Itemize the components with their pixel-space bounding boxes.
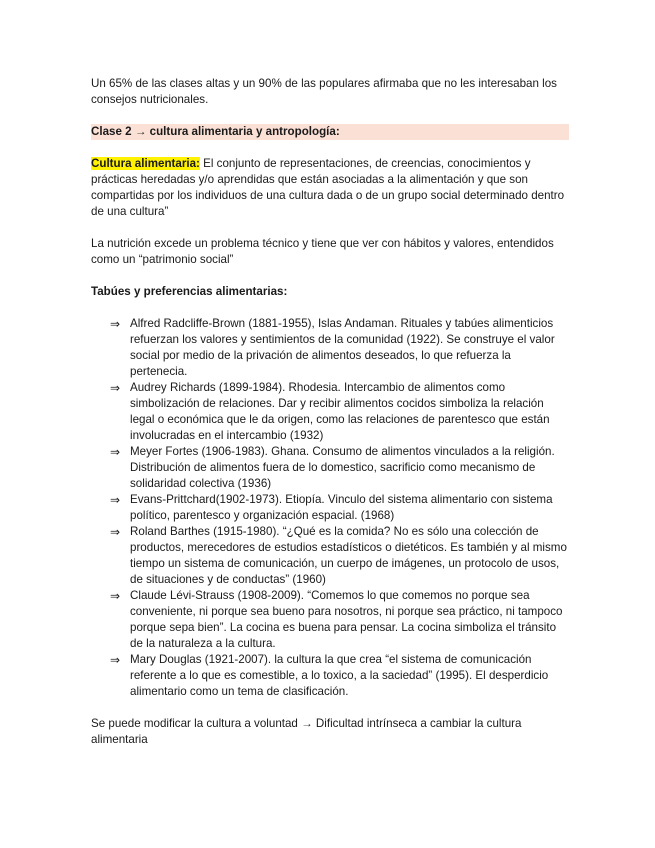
right-arrow-icon: →: [134, 125, 147, 138]
list-item-text: Alfred Radcliffe-Brown (1881-1955), Islas Andaman. Rituales y tabúes alimenticios refuerzan los valores y sentimientos de la comunidad (1922). Se construye el valor social por medio de la privación de alimentos deseados, lo que refuerza la pertenecia.: [130, 317, 555, 378]
closing-paragraph: [91, 716, 569, 748]
taboos-heading: Tabúes y preferencias alimentarias:: [91, 285, 288, 298]
nutrition-paragraph: La nutrición excede un problema técnico y tiene que ver con hábitos y valores, entendidos como un “patrimonio social”: [91, 237, 554, 266]
list-item: [91, 652, 569, 700]
double-arrow-icon: ⇒: [110, 493, 121, 507]
list-item: [91, 524, 569, 588]
list-item: [91, 380, 569, 444]
list-item-text: Audrey Richards (1899-1984). Rhodesia. Intercambio de alimentos como simbolización de relaciones. Dar y recibir alimentos cocidos simboliza la relación legal o económica que le da origen, como las relaciones de parentesco que están involucradas en el intercambio (1932): [130, 381, 550, 442]
definition-paragraph: [91, 156, 569, 220]
list-item: [91, 588, 569, 652]
closing-suffix: Dificultad intrínseca a cambiar la cultura alimentaria: [91, 717, 522, 746]
class-heading-suffix: cultura alimentaria y antropología:: [146, 125, 340, 138]
list-item-text: Meyer Fortes (1906-1983). Ghana. Consumo de alimentos vinculados a la religión. Distribución de alimentos fuera de lo domestico, sacrificio como mecanismo de solidaridad colectiva (1936): [130, 445, 555, 490]
taboos-list: [91, 316, 569, 700]
list-item-text: Mary Douglas (1921-2007). la cultura la que crea “el sistema de comunicación referente a lo que es comestible, a lo toxico, a la saciedad” (1995). El desperdicio alimentario como un tema de clasificación.: [130, 653, 549, 698]
double-arrow-icon: ⇒: [110, 317, 121, 331]
class-heading: [91, 124, 569, 140]
double-arrow-icon: ⇒: [110, 525, 121, 539]
closing-prefix: Se puede modificar la cultura a voluntad: [91, 717, 302, 730]
right-arrow-icon: →: [301, 717, 313, 730]
definition-text: El conjunto de representaciones, de creencias, conocimientos y prácticas heredadas y/o aprendidas que están asociadas a la alimentación y que son compartidas por los individuos de una cultura dada o de un grupo social determinado dentro de una cultura”: [91, 157, 565, 218]
list-item-text: Roland Barthes (1915-1980). “¿Qué es la comida? No es sólo una colección de productos, merecedores de estudios estadísticos o dietéticos. Es también y al mismo tiempo un sistema de comunicación, un cuerpo de imágenes, un protocolo de usos, de situaciones y de conductas” (1960): [130, 525, 567, 586]
double-arrow-icon: ⇒: [110, 445, 121, 459]
document-page: [91, 76, 569, 748]
intro-paragraph: Un 65% de las clases altas y un 90% de las populares afirmaba que no les interesaban los consejos nutricionales.: [91, 77, 557, 106]
list-item: [91, 444, 569, 492]
class-heading-prefix: Clase 2: [91, 125, 135, 138]
definition-term: Cultura alimentaria:: [91, 157, 200, 170]
list-item: [91, 492, 569, 524]
double-arrow-icon: ⇒: [110, 653, 121, 667]
list-item: [91, 316, 569, 380]
list-item-text: Claude Lévi-Strauss (1908-2009). “Comemos lo que comemos no porque sea conveniente, ni porque sea bueno para nosotros, ni porque sea práctico, ni tampoco porque sepa bien”. La cocina es buena para pensar. La cocina simboliza el tránsito de la naturaleza a la cultura.: [130, 589, 563, 650]
list-item-text: Evans-Prittchard(1902-1973). Etiopía. Vinculo del sistema alimentario con sistema político, parentesco y organización espacial. (1968): [130, 493, 553, 522]
double-arrow-icon: ⇒: [110, 381, 121, 395]
double-arrow-icon: ⇒: [110, 589, 121, 603]
